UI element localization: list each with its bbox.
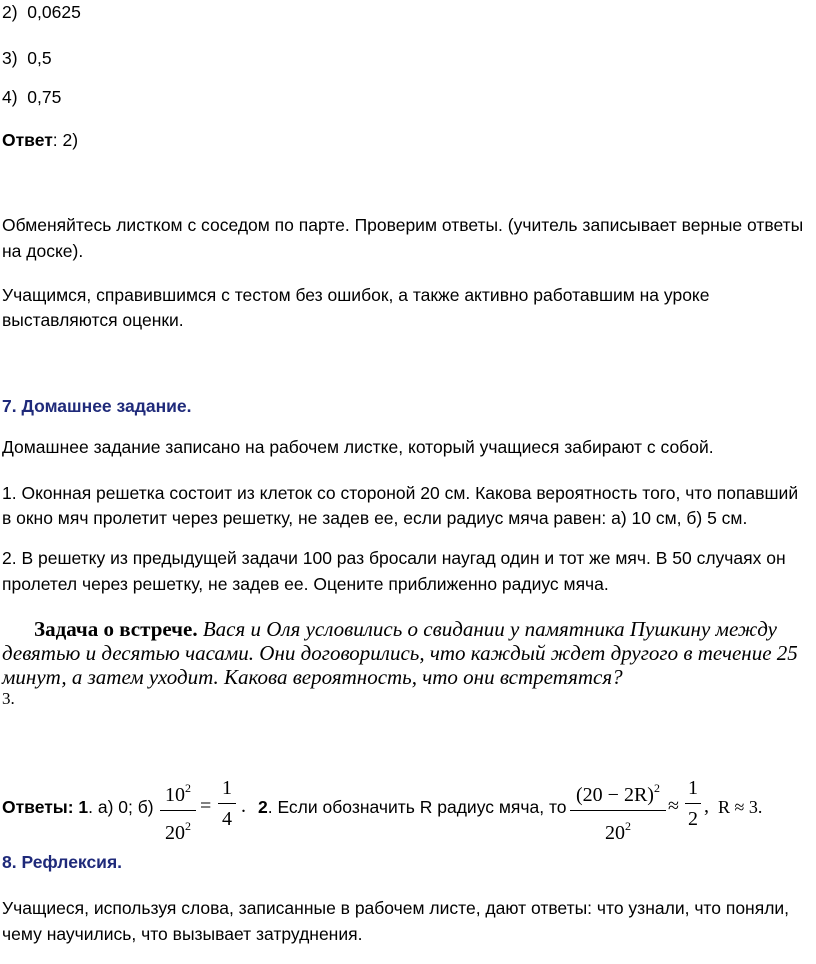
- approx-sign: ≈: [668, 795, 679, 817]
- section-7-heading: 7. Домашнее задание.: [2, 396, 192, 416]
- option-2: [2, 2, 81, 23]
- fraction-denominator: 4: [222, 808, 232, 830]
- fraction-numerator: 10: [165, 784, 185, 806]
- answers-part-2: [258, 797, 567, 818]
- exponent: 2: [625, 819, 631, 833]
- option-4: [2, 87, 61, 108]
- option-value: 0,5: [27, 48, 52, 68]
- reflection-line-2: чему научились, что вызывает затруднения.: [2, 924, 363, 944]
- answer-label: Ответ: [2, 130, 53, 150]
- fraction-denominator: 2: [688, 808, 698, 830]
- answer-2-number: 2: [258, 797, 268, 817]
- fraction-radius-expression: [570, 775, 666, 846]
- exchange-text-line-1: Обменяйтесь листком с соседом по парте. Проверим ответы. (учитель записывает верные ответы: [2, 215, 804, 235]
- meeting-problem-line-1: [34, 617, 777, 642]
- answers-part-1: . а) 0; б): [88, 797, 154, 817]
- meeting-problem-title: Задача о встрече.: [34, 617, 198, 641]
- radius-result: R ≈ 3.: [718, 797, 763, 817]
- task-2-line-1: 2. В решетку из предыдущей задачи 100 раз бросали наугад один и тот же мяч. В 50 случаях он: [2, 548, 786, 568]
- fraction-denominator: 20: [165, 822, 185, 844]
- fraction-numerator: (20 − 2R): [576, 784, 654, 806]
- fraction-1-over-4: [218, 775, 236, 832]
- fraction-bar: [685, 803, 701, 804]
- period: .: [241, 795, 246, 817]
- item-number-3: 3.: [2, 689, 15, 708]
- task-2-line-2: пролетел через решетку, не задев ее. Оцените приближенно радиус мяча.: [2, 574, 609, 594]
- answers-line: [2, 797, 154, 818]
- meeting-problem-text: Вася и Оля условились о свидании у памятника Пушкину между: [197, 617, 777, 641]
- homework-intro: Домашнее задание записано на рабочем листке, который учащиеся забирают с собой.: [2, 437, 714, 457]
- exponent: 2: [185, 819, 191, 833]
- option-value: 0,0625: [27, 2, 81, 22]
- fraction-bar: [160, 810, 196, 811]
- option-number: 4): [2, 87, 18, 107]
- answer-value: : 2): [52, 130, 79, 150]
- fraction-bar: [218, 803, 236, 804]
- meeting-problem-line-3: минут, а затем уходит. Какова вероятность, что они встретятся?: [2, 665, 623, 689]
- grades-text-line-1: Учащимся, справившимся с тестом без ошибок, а также активно работавшим на уроке: [2, 285, 710, 305]
- answer-2-text: . Если обозначить R радиус мяча, то: [267, 797, 567, 817]
- task-1-line-1: 1. Оконная решетка состоит из клеток со стороной 20 см. Какова вероятность того, что попавший: [2, 483, 799, 503]
- reflection-line-1: Учащиеся, используя слова, записанные в рабочем листе, дают ответы: что узнали, что поняли,: [2, 898, 790, 918]
- answers-label: Ответы: 1: [2, 797, 89, 817]
- grades-text-line-2: выставляются оценки.: [2, 310, 184, 330]
- answer-line: [2, 130, 78, 151]
- option-value: 0,75: [27, 87, 62, 107]
- comma: ,: [704, 795, 709, 817]
- option-3: [2, 48, 52, 69]
- fraction-numerator: 1: [222, 777, 232, 799]
- exponent: 2: [185, 781, 191, 795]
- fraction-10-over-20: [160, 775, 196, 846]
- fraction-bar: [570, 810, 666, 811]
- option-number: 3): [2, 48, 18, 68]
- exchange-text-line-2: на доске).: [2, 241, 84, 261]
- meeting-problem-line-2: девятью и десятью часами. Они договорились, что каждый ждет другого в течение 25: [2, 641, 798, 665]
- task-1-line-2: в окно мяч пролетит через решетку, не задев ее, если радиус мяча равен: а) 10 см, б) 5 см.: [2, 508, 748, 528]
- section-8-heading: 8. Рефлексия.: [2, 852, 123, 872]
- option-number: 2): [2, 2, 18, 22]
- fraction-denominator: 20: [605, 822, 625, 844]
- fraction-numerator: 1: [688, 777, 698, 799]
- exponent: 2: [653, 781, 660, 795]
- fraction-1-over-2: [685, 775, 701, 832]
- equals-sign: =: [200, 795, 212, 817]
